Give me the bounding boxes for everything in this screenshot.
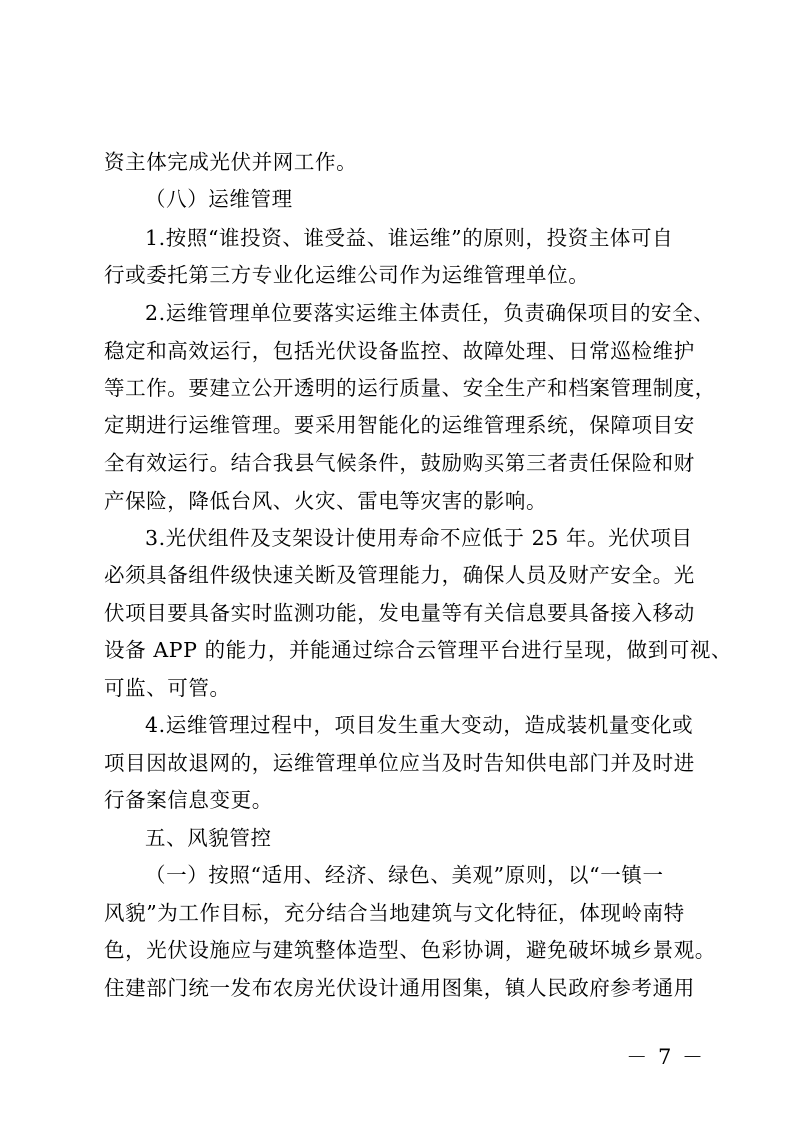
body-text-line: 色，光伏设施应与建筑整体造型、色彩协调，避免破坏城乡景观。 [104,938,716,962]
body-text-line: 1.按照“谁投资、谁受益、谁运维”的原则，投资主体可自 [145,226,674,250]
body-text-line: 行或委托第三方专业化运维公司作为运维管理单位。 [104,263,590,287]
body-text-line: 住建部门统一发布农房光伏设计通用图集，镇人民政府参考通用 [104,976,695,1000]
body-text-line: 产保险，降低台风、火灾、雷电等灾害的影响。 [104,489,548,513]
body-text-line: 稳定和高效运行，包括光伏设备监控、故障处理、日常巡检维护 [104,339,695,363]
body-text-line: 定期进行运维管理。要采用智能化的运维管理系统，保障项目安 [104,413,695,437]
body-text-line: （一）按照“适用、经济、绿色、美观”原则，以“一镇一 [145,863,664,887]
body-text-line: 伏项目要具备实时监测功能，发电量等有关信息要具备接入移动 [104,601,695,625]
body-text-line: 等工作。要建立公开透明的运行质量、安全生产和档案管理制度， [104,376,716,400]
body-text-line: 全有效运行。结合我县气候条件，鼓励购买第三者责任保险和财 [104,451,695,475]
body-text-line: 3.光伏组件及支架设计使用寿命不应低于 25 年。光伏项目 [145,526,693,550]
body-text-line: 4.运维管理过程中，项目发生重大变动，造成装机量变化或 [145,713,694,737]
body-text-line: 资主体完成光伏并网工作。 [104,150,358,174]
section-heading: 五、风貌管控 [145,826,272,850]
body-text-line: 行备案信息变更。 [104,788,273,812]
body-text-line: 设备 APP 的能力，并能通过综合云管理平台进行呈现，做到可视、 [104,638,733,662]
body-text-line: 项目因故退网的，运维管理单位应当及时告知供电部门并及时进 [104,751,695,775]
body-text-line: 2.运维管理单位要落实运维主体责任，负责确保项目的安全、 [145,301,715,325]
body-text-line: 必须具备组件级快速关断及管理能力，确保人员及财产安全。光 [104,563,695,587]
section-heading: （八）运维管理 [145,187,293,211]
body-text-line: 可监、可管。 [104,676,231,700]
body-text-line: 风貌”为工作目标，充分结合当地建筑与文化特征，体现岭南特 [104,901,685,925]
page-number: － 7 － [626,1045,705,1069]
